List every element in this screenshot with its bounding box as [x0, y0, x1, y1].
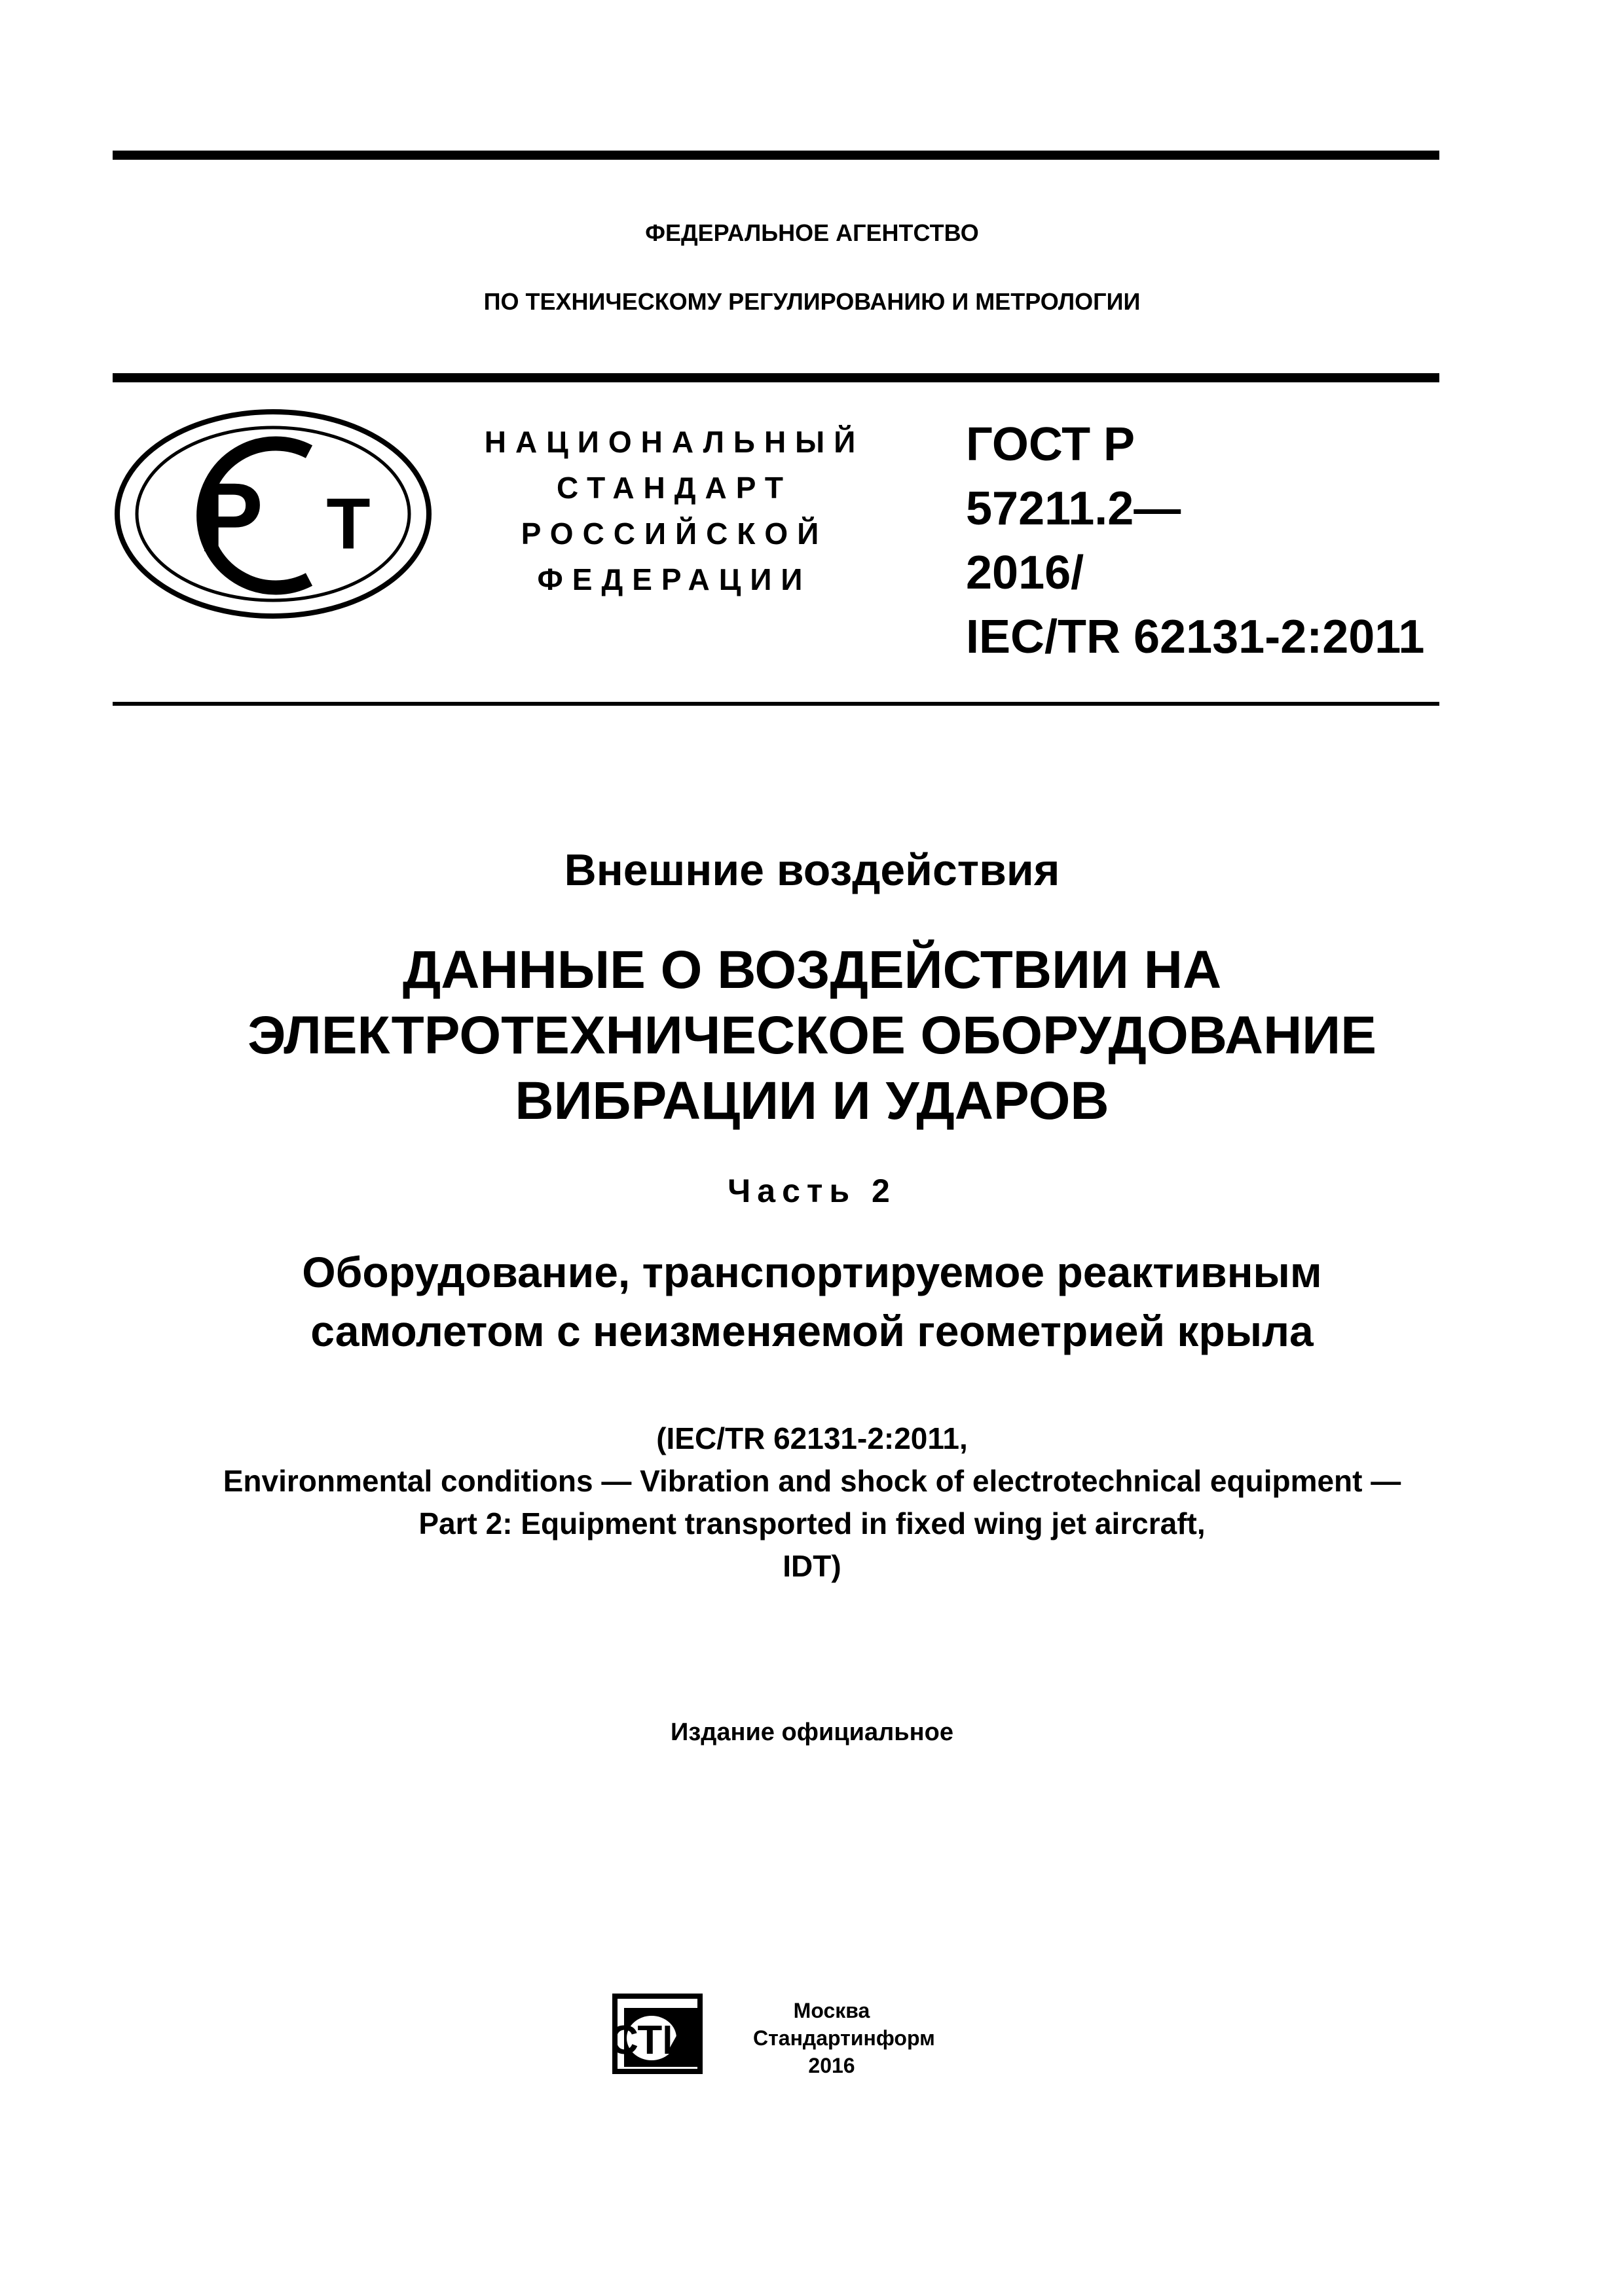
agency-line-1: ФЕДЕРАЛЬНОЕ АГЕНТСТВО [645, 219, 979, 246]
edition-label: Издание официальное [671, 1719, 953, 1746]
original-line-1: (IEC/TR 62131-2:2011, [656, 1421, 968, 1455]
designation-line-4: IEC/TR 62131-2:2011 [966, 611, 1425, 663]
top-rule [113, 151, 1439, 160]
part-label: Часть 2 [728, 1173, 896, 1209]
publisher-city: Москва [793, 1999, 870, 2022]
main-title-line-1: ДАННЫЕ О ВОЗДЕЙСТВИИ НА [402, 940, 1222, 1000]
publisher-year: 2016 [808, 2054, 855, 2077]
agency-line-2: ПО ТЕХНИЧЕСКОМУ РЕГУЛИРОВАНИЮ И МЕТРОЛОГИИ [483, 288, 1141, 315]
designation-line-2: 57211.2— [966, 483, 1181, 535]
publisher-name: Стандартинформ [753, 2026, 935, 2050]
svg-text:Т: Т [326, 484, 371, 564]
designation-line-3: 2016/ [966, 547, 1084, 599]
national-standard-line-2: СТАНДАРТ [557, 471, 792, 505]
category-title: Внешние воздействия [564, 845, 1060, 895]
header-rule [113, 373, 1439, 382]
designation-line-1: ГОСТ Р [966, 418, 1135, 471]
national-standard-line-4: ФЕДЕРАЦИИ [537, 562, 812, 596]
designation-rule [113, 702, 1439, 706]
subtitle-line-2: самолетом с неизменяемой геометрией крыла [310, 1307, 1314, 1355]
original-line-2: Environmental conditions — Vibration and shock of electrotechnical equipment — [223, 1464, 1401, 1498]
main-title-line-2: ЭЛЕКТРОТЕХНИЧЕСКОЕ ОБОРУДОВАНИЕ [248, 1006, 1376, 1065]
svg-text:Р: Р [197, 462, 264, 572]
original-line-3: Part 2: Equipment transported in fixed wing jet aircraft, [418, 1506, 1206, 1540]
original-line-4: IDT) [783, 1549, 841, 1583]
subtitle-line-1: Оборудование, транспортируемое реактивным [302, 1248, 1322, 1296]
svg-text:СТИ: СТИ [612, 2018, 692, 2063]
publisher-logo [612, 1994, 710, 2082]
national-standard-line-1: НАЦИОНАЛЬНЫЙ [484, 425, 865, 459]
national-standard-line-3: РОССИЙСКОЙ [521, 517, 828, 551]
gost-logo [113, 406, 434, 625]
main-title-line-3: ВИБРАЦИИ И УДАРОВ [515, 1071, 1109, 1131]
publisher-block [753, 1997, 935, 2079]
